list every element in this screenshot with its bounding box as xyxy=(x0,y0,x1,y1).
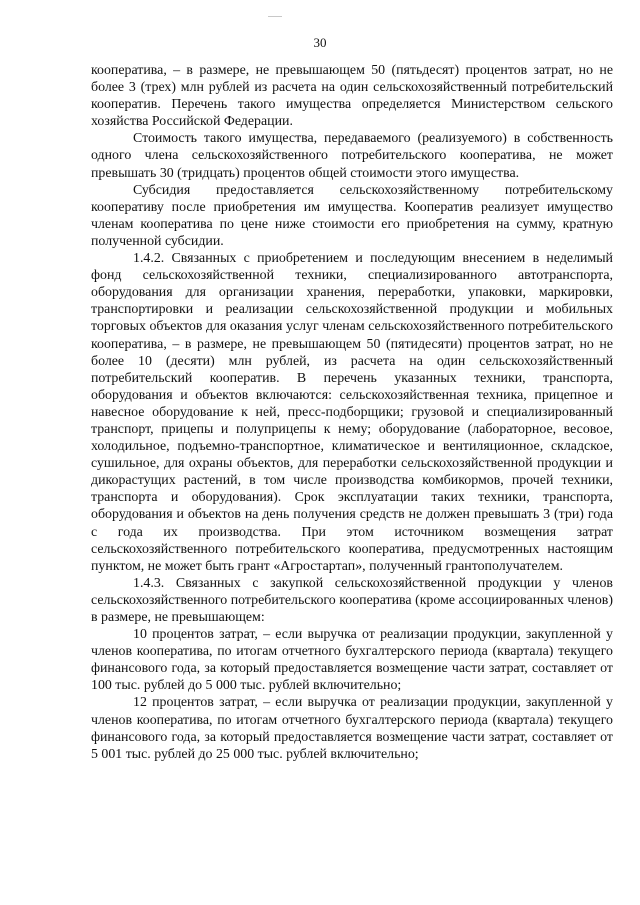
paragraph-property-cost: Стоимость такого имущества, передаваемого (реализуемого) в собственность одного члена сельскохозяйственного потребительского кооператива, не может превышать 30 (тридцать) процентов общей стоимости этого имущества. xyxy=(91,131,613,181)
paragraph-1-4-2: 1.4.2. Связанных с приобретением и последующим внесением в неделимый фонд сельскохозяйственной техники, специализированного автотранспорта, оборудования для организации хранения, переработки, упаковки, маркировки, транспортировки и реализации сельскохозяйственной продукции и мобильных торговых объектов для оказания услуг членам сельскохозяйственного потребительского кооператива, – в размере, не превышающем 50 (пятидесяти) процентов затрат, но не более 10 (десяти) млн рублей, из расчета на один сельскохозяйственный потребительский кооператив. В перечень указанных техники, транспорта, оборудования и объектов включаются: сельскохозяйственная техника, прицепное и навесное оборудование к ней, пресс-подборщики; грузовой и специализированный транспорт, прицепы и полуприцепы к нему; оборудование (лабораторное, весовое, холодильное, подъемно-транспортное, климатическое и вентиляционное, складское, сушильное, для охраны объектов, для переработки сельскохозяйственной продукции и дикорастущих растений, в том числе производства комбикормов, прочей техники, транспорта и оборудования). Срок эксплуатации таких техники, транспорта, оборудования и объектов на день получения средств не должен превышать 3 (три) года с года их производства. При этом источником возмещения затрат сельскохозяйственного потребительского кооператива, предусмотренных настоящим пунктом, не может быть грант «Агростартап», полученный грантополучателем. xyxy=(91,251,613,574)
document-body xyxy=(91,62,613,763)
paragraph-10-percent: 10 процентов затрат, – если выручка от реализации продукции, закупленной у членов кооператива, по итогам отчетного бухгалтерского периода (квартала) текущего финансового года, за который предоставляется возмещение части затрат, составляет от 100 тыс. рублей до 5 000 тыс. рублей включительно; xyxy=(91,627,613,694)
scan-mark xyxy=(268,16,282,17)
paragraph-12-percent: 12 процентов затрат, – если выручка от реализации продукции, закупленной у членов кооператива, по итогам отчетного бухгалтерского периода (квартала) текущего финансового года, за который предоставляется возмещение части затрат, составляет от 5 001 тыс. рублей до 25 000 тыс. рублей включительно; xyxy=(91,695,613,762)
paragraph-1-4-3: 1.4.3. Связанных с закупкой сельскохозяйственной продукции у членов сельскохозяйственного потребительского кооператива (кроме ассоциированных членов) в размере, не превышающем: xyxy=(91,575,613,625)
paragraph-subsidy: Субсидия предоставляется сельскохозяйственному потребительскому кооперативу после приобретения им имущества. Кооператив реализует имущество членам кооператива по цене ниже стоимости его приобретения на сумму, кратную полученной субсидии. xyxy=(91,182,613,249)
page-number: 30 xyxy=(313,35,327,50)
paragraph-continuation: кооператива, – в размере, не превышающем 50 (пятьдесят) процентов затрат, но не более 3 (трех) млн рублей из расчета на один сельскохозяйственный потребительский кооператив. Перечень такого имущества определяется Министерством сельского хозяйства Российской Федерации. xyxy=(91,63,613,130)
